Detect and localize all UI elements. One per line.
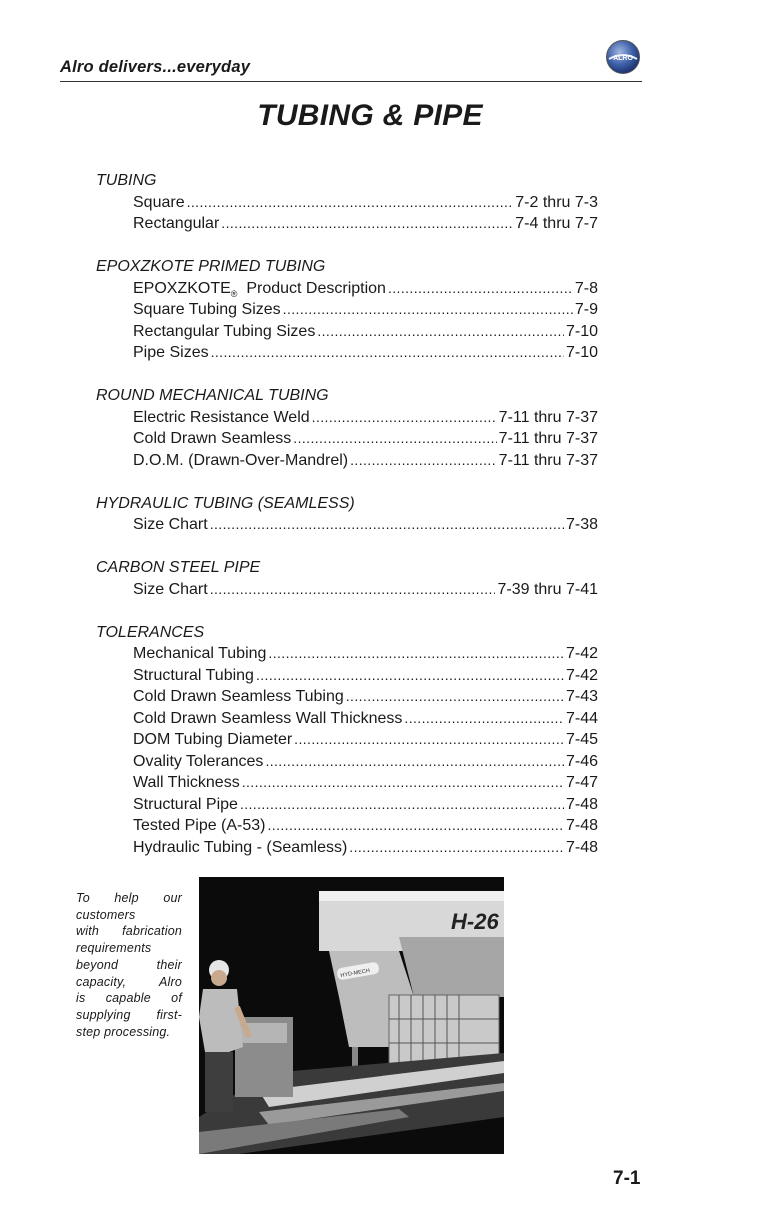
toc-entry bbox=[133, 815, 598, 837]
toc-entry bbox=[133, 342, 598, 364]
entry-page: 7-45 bbox=[565, 731, 598, 748]
section-title: TUBING bbox=[96, 172, 157, 189]
alro-logo bbox=[605, 39, 641, 75]
brand-plate: HYD-MECH bbox=[340, 967, 371, 980]
section-title: ROUND MECHANICAL TUBING bbox=[96, 387, 329, 404]
entry-page: 7-39 thru 7-41 bbox=[497, 580, 598, 598]
header-tagline: Alro delivers...everyday bbox=[60, 58, 251, 76]
toc-entry bbox=[133, 665, 598, 687]
toc-entry bbox=[133, 794, 598, 816]
dot-leader bbox=[256, 665, 564, 687]
entry-label: Structural Tubing bbox=[133, 666, 254, 684]
entry-page: 7-9 bbox=[574, 301, 598, 318]
entry-page: 7-44 bbox=[565, 709, 598, 727]
entry-page: 7-47 bbox=[565, 774, 598, 791]
dot-leader bbox=[221, 213, 513, 235]
entry-page: 7-10 bbox=[565, 344, 598, 361]
entry-label: Rectangular bbox=[133, 215, 220, 232]
entry-page: 7-42 bbox=[565, 645, 598, 662]
dot-leader bbox=[211, 342, 564, 364]
toc-entry bbox=[133, 299, 598, 321]
toc-entry bbox=[133, 213, 598, 235]
toc-entry bbox=[133, 278, 598, 300]
header-rule bbox=[60, 81, 642, 82]
section-title: CARBON STEEL PIPE bbox=[96, 559, 261, 576]
dot-leader bbox=[283, 299, 573, 321]
entry-page: 7-43 bbox=[565, 688, 598, 705]
toc-section bbox=[96, 493, 598, 536]
entry-page: 7-11 thru 7-37 bbox=[498, 451, 598, 469]
dot-leader bbox=[265, 751, 564, 773]
dot-leader bbox=[268, 815, 564, 837]
section-title: TOLERANCES bbox=[96, 623, 205, 641]
caption-line: capacity, Alro bbox=[76, 974, 182, 989]
toc-entry bbox=[133, 407, 598, 429]
dot-leader bbox=[242, 772, 564, 794]
entry-label: Hydraulic Tubing - (Seamless) bbox=[133, 838, 348, 856]
entry-page: 7-48 bbox=[565, 838, 598, 856]
entry-label: Wall Thickness bbox=[133, 774, 240, 791]
machine-label: H-26 bbox=[451, 909, 499, 934]
toc-entry bbox=[133, 514, 598, 536]
entry-page: 7-48 bbox=[565, 795, 598, 813]
toc-section bbox=[96, 557, 598, 600]
caption-line: requirements bbox=[76, 941, 152, 956]
caption-line: beyond their bbox=[76, 957, 182, 972]
entry-label: Ovality Tolerances bbox=[133, 752, 264, 770]
toc-section bbox=[96, 256, 598, 364]
dot-leader bbox=[312, 407, 497, 429]
entry-label: Mechanical Tubing bbox=[133, 645, 267, 662]
entry-label: Square bbox=[133, 193, 185, 211]
toc-entry bbox=[133, 686, 598, 708]
toc-section bbox=[96, 385, 598, 471]
photo-caption bbox=[76, 890, 182, 1040]
toc-entry bbox=[133, 321, 598, 343]
dot-leader bbox=[293, 428, 496, 450]
dot-leader bbox=[388, 278, 573, 300]
logo-text: ALRO bbox=[613, 55, 633, 62]
entry-label: Cold Drawn Seamless Tubing bbox=[133, 688, 344, 705]
section-title: EPOXZKOTE PRIMED TUBING bbox=[96, 258, 326, 275]
entry-page: 7-46 bbox=[565, 752, 598, 770]
toc-entry bbox=[133, 772, 598, 794]
entry-label: Structural Pipe bbox=[133, 795, 238, 813]
caption-line: is capable of bbox=[76, 991, 182, 1006]
toc-entry bbox=[133, 751, 598, 773]
caption-line: customers bbox=[76, 907, 136, 922]
entry-label: Cold Drawn Seamless bbox=[133, 430, 292, 447]
saw-photo bbox=[199, 877, 504, 1154]
toc-section bbox=[96, 622, 598, 859]
caption-line: with fabrication bbox=[76, 924, 182, 939]
toc-entry bbox=[133, 837, 598, 859]
dot-leader bbox=[350, 450, 497, 472]
entry-page: 7-2 thru 7-3 bbox=[515, 193, 598, 211]
entry-page: 7-11 thru 7-37 bbox=[498, 430, 598, 447]
entry-label: Size Chart bbox=[133, 516, 208, 533]
section-title: HYDRAULIC TUBING (SEAMLESS) bbox=[96, 494, 355, 512]
entry-label: Size Chart bbox=[133, 580, 208, 598]
dot-leader bbox=[346, 686, 564, 708]
entry-label: D.O.M. (Drawn-Over-Mandrel) bbox=[133, 451, 349, 469]
dot-leader bbox=[210, 514, 564, 536]
dot-leader bbox=[210, 579, 496, 601]
page-title: TUBING & PIPE bbox=[257, 99, 483, 132]
toc-entry bbox=[133, 450, 598, 472]
entry-page: 7-48 bbox=[565, 817, 598, 834]
entry-label: Electric Resistance Weld bbox=[133, 408, 310, 426]
entry-page: 7-8 bbox=[574, 279, 598, 297]
entry-page: 7-4 thru 7-7 bbox=[515, 215, 598, 232]
entry-label: Square Tubing Sizes bbox=[133, 301, 281, 318]
toc-entry bbox=[133, 729, 598, 751]
caption-line: step processing. bbox=[76, 1024, 171, 1039]
registered-mark: ® bbox=[230, 288, 238, 299]
entry-label: Tested Pipe (A-53) bbox=[133, 817, 266, 834]
dot-leader bbox=[294, 729, 564, 751]
dot-leader bbox=[317, 321, 564, 343]
entry-page: 7-10 bbox=[565, 322, 598, 340]
caption-line: To help our bbox=[76, 891, 182, 905]
entry-page: 7-42 bbox=[565, 666, 598, 684]
entry-label: Pipe Sizes bbox=[133, 344, 209, 361]
entry-label: DOM Tubing Diameter bbox=[133, 731, 293, 748]
toc-entry bbox=[133, 579, 598, 601]
toc-entry bbox=[133, 708, 598, 730]
dot-leader bbox=[187, 192, 514, 214]
toc-entry bbox=[133, 643, 598, 665]
entry-label: Cold Drawn Seamless Wall Thickness bbox=[133, 709, 403, 727]
toc-section bbox=[96, 170, 598, 235]
toc-entry bbox=[133, 428, 598, 450]
entry-label: $EPOXZKOTE_®$ Product Description bbox=[133, 279, 386, 299]
page-number: 7-1 bbox=[613, 1168, 641, 1189]
caption-line: supplying first- bbox=[76, 1007, 182, 1022]
dot-leader bbox=[349, 837, 564, 859]
dot-leader bbox=[240, 794, 564, 816]
dot-leader bbox=[404, 708, 564, 730]
toc-entry bbox=[133, 192, 598, 214]
entry-page: 7-38 bbox=[565, 516, 598, 533]
table-of-contents bbox=[96, 170, 598, 880]
entry-page: 7-11 thru 7-37 bbox=[498, 408, 598, 426]
dot-leader bbox=[268, 643, 564, 665]
entry-label: Rectangular Tubing Sizes bbox=[133, 322, 316, 340]
